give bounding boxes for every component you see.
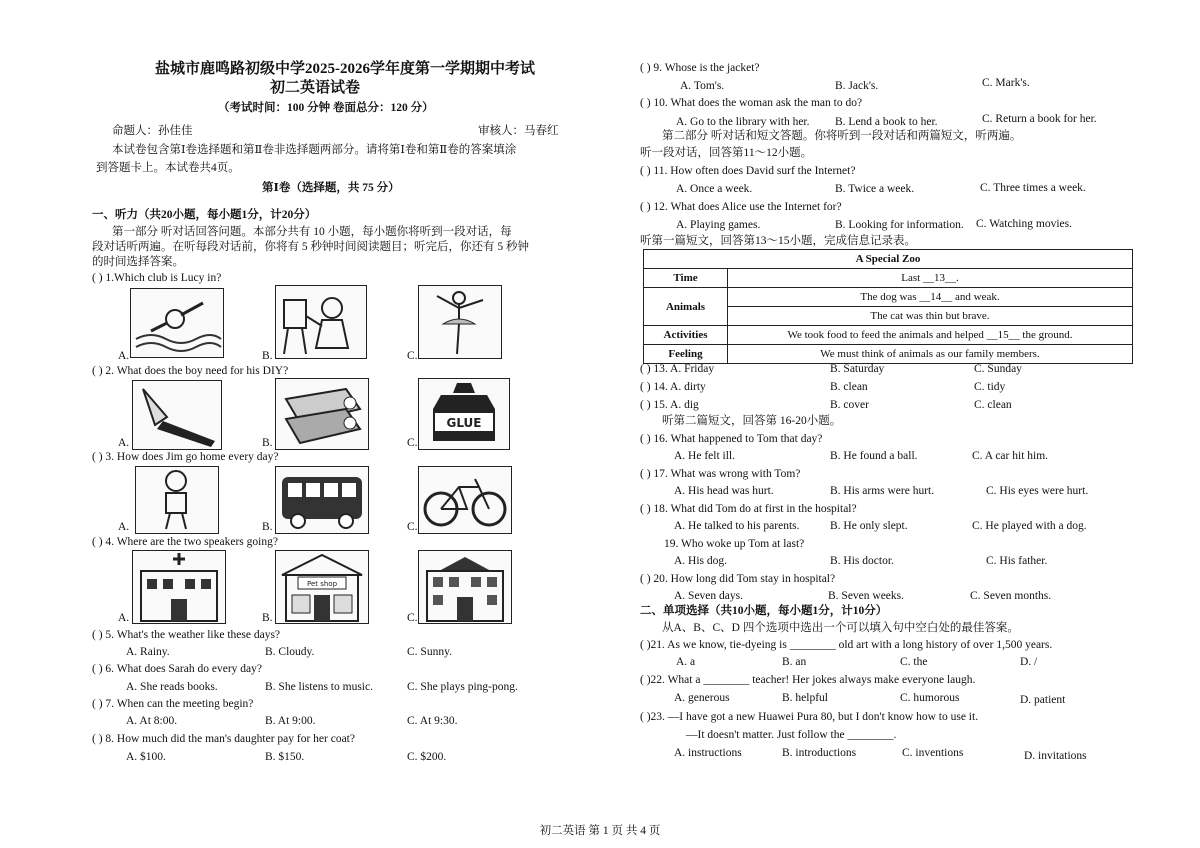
question-5: ( ) 5. What's the weather like these days? <box>92 629 281 641</box>
option-a-label: A. <box>118 437 130 449</box>
option: C. inventions <box>902 747 964 759</box>
option: A. Tom's. <box>680 80 725 92</box>
option-a-label: A. <box>118 521 130 533</box>
animals-value-1: The dog was __14__ and weak. <box>728 288 1133 307</box>
knife-icon <box>132 380 222 450</box>
option: A. His dog. <box>674 555 728 567</box>
question-2: ( ) 2. What does the boy need for his DIY? <box>92 365 289 377</box>
feeling-label: Feeling <box>644 345 728 364</box>
option-a-label: A. <box>118 350 130 362</box>
option: A. Rainy. <box>126 646 170 658</box>
option: A. He talked to his parents. <box>674 520 800 532</box>
pet-shop-icon <box>275 550 369 624</box>
option: B. cover <box>830 399 869 411</box>
tape-icon <box>275 378 369 450</box>
glue-label: GLUE <box>446 416 482 430</box>
option: B. At 9:00. <box>265 715 316 727</box>
time-label: Time <box>644 269 728 288</box>
question-7: ( ) 7. When can the meeting begin? <box>92 698 254 710</box>
question-13: ( ) 13. A. Friday <box>640 363 715 375</box>
option-c-label: C. <box>407 437 418 449</box>
question-23-reply: —It doesn't matter. Just follow the ________. <box>686 729 897 741</box>
option: C. Seven months. <box>970 590 1052 602</box>
option: B. His arms were hurt. <box>830 485 935 497</box>
question-6: ( ) 6. What does Sarah do every day? <box>92 663 262 675</box>
part-two-passage-2: 听第二篇短文，回答第 16-20小题。 <box>662 415 842 427</box>
option: C. Mark's. <box>982 77 1030 89</box>
option: A. Seven days. <box>674 590 743 602</box>
question-14: ( ) 14. A. dirty <box>640 381 706 393</box>
zoo-table-title: A Special Zoo <box>644 250 1133 269</box>
option-b-label: B. <box>262 521 273 533</box>
option: A. a <box>676 656 696 668</box>
author: 命题人：孙佳佳 <box>112 125 193 137</box>
option: A. $100. <box>126 751 166 763</box>
bicycle-icon <box>418 466 512 534</box>
option: B. Jack's. <box>835 80 879 92</box>
activities-label: Activities <box>644 326 728 345</box>
question-21: ( )21. As we know, tie-dyeing is ________ old art with a long history of over 1,500 years. <box>640 639 1053 651</box>
option: B. $150. <box>265 751 305 763</box>
zoo-info-table <box>643 249 1133 364</box>
feeling-value: We must think of animals as our family members. <box>728 345 1133 364</box>
option: D. patient <box>1020 694 1066 706</box>
option-c-label: C. <box>407 521 418 533</box>
option: C. Sunday <box>974 363 1022 375</box>
question-16: ( ) 16. What happened to Tom that day? <box>640 433 823 445</box>
option: C. tidy <box>974 381 1006 393</box>
question-3: ( ) 3. How does Jim go home every day? <box>92 451 279 463</box>
option: B. helpful <box>782 692 828 704</box>
option: C. $200. <box>407 751 447 763</box>
option: B. an <box>782 656 807 668</box>
intro-line-2: 到答题卡上。本试卷共4页。 <box>96 162 240 174</box>
option: C. the <box>900 656 928 668</box>
option: B. Lend a book to her. <box>835 116 938 128</box>
option: A. She reads books. <box>126 681 218 693</box>
question-23: ( )23. —I have got a new Huawei Pura 80, but I don't know how to use it. <box>640 711 979 723</box>
part-two-passage-1: 听第一篇短文，回答第13～15小题，完成信息记录表。 <box>640 235 916 247</box>
option: B. Saturday <box>830 363 885 375</box>
question-4: ( ) 4. Where are the two speakers going? <box>92 536 278 548</box>
question-20: ( ) 20. How long did Tom stay in hospital? <box>640 573 836 585</box>
exam-subtitle: 初二英语试卷 <box>270 80 361 96</box>
option-c-label: C. <box>407 350 418 362</box>
listening-heading: 一、听力（共20小题，每小题1分，计20分） <box>92 209 317 221</box>
animals-label: Animals <box>644 288 728 326</box>
option: B. He found a ball. <box>830 450 918 462</box>
option-b-label: B. <box>262 437 273 449</box>
option: C. A car hit him. <box>972 450 1049 462</box>
intro-line-1: 本试卷包含第Ⅰ卷选择题和第Ⅱ卷非选择题两部分。请将第Ⅰ卷和第Ⅱ卷的答案填涂 <box>112 144 517 156</box>
swimming-boy-icon <box>130 288 224 358</box>
listening-intro-2: 段对话听两遍。在听每段对话前，你将有 5 秒钟时间阅读题目；听完后，你还有 5 秒钟 <box>92 241 529 253</box>
option: A. Go to the library with her. <box>676 116 810 128</box>
option: C. Sunny. <box>407 646 452 658</box>
option: C. clean <box>974 399 1012 411</box>
walking-boy-icon <box>135 466 219 534</box>
option: B. clean <box>830 381 868 393</box>
animals-value-2: The cat was thin but brave. <box>728 307 1133 326</box>
listening-intro-1: 第一部分 听对话回答问题。本部分共有 10 小题，每小题你将听到一段对话，每 <box>112 226 512 238</box>
time-value: Last __13__. <box>728 269 1133 288</box>
option: B. Seven weeks. <box>828 590 905 602</box>
option-a-label: A. <box>118 612 130 624</box>
option: C. He played with a dog. <box>972 520 1087 532</box>
option: B. Twice a week. <box>835 183 915 195</box>
option: C. She plays ping-pong. <box>407 681 518 693</box>
question-15: ( ) 15. A. dig <box>640 399 699 411</box>
option: D. invitations <box>1024 750 1087 762</box>
part-two-heading: 第二部分 听对话和短文答题。你将听到一段对话和两篇短文，听两遍。 <box>662 130 1022 142</box>
hospital-icon <box>132 550 226 624</box>
question-22: ( )22. What a ________ teacher! Her jokes always make everyone laugh. <box>640 674 976 686</box>
option: C. Watching movies. <box>976 218 1072 230</box>
question-17: ( ) 17. What was wrong with Tom? <box>640 468 801 480</box>
option: A. At 8:00. <box>126 715 178 727</box>
option: B. His doctor. <box>830 555 894 567</box>
option: D. / <box>1020 656 1038 668</box>
activities-value: We took food to feed the animals and helped __15__ the ground. <box>728 326 1133 345</box>
option: B. He only slept. <box>830 520 908 532</box>
option: C. His eyes were hurt. <box>986 485 1089 497</box>
ballet-dancer-icon <box>418 285 502 359</box>
painting-girl-icon <box>275 285 367 359</box>
question-10: ( ) 10. What does the woman ask the man to do? <box>640 97 863 109</box>
part-one-heading: 第Ⅰ卷（选择题，共 75 分） <box>262 182 400 194</box>
question-12: ( ) 12. What does Alice use the Internet for? <box>640 201 842 213</box>
option: B. She listens to music. <box>265 681 373 693</box>
option: C. Return a book for her. <box>982 113 1097 125</box>
option: C. humorous <box>900 692 960 704</box>
option: B. Cloudy. <box>265 646 315 658</box>
part-two-dialog: 听一段对话，回答第11～12小题。 <box>640 147 813 159</box>
question-18: ( ) 18. What did Tom do at first in the hospital? <box>640 503 857 515</box>
option: A. He felt ill. <box>674 450 735 462</box>
option: A. instructions <box>674 747 742 759</box>
listening-intro-3: 的时间选择答案。 <box>92 256 184 268</box>
section-two-heading: 二、单项选择（共10小题，每小题1分，计10分） <box>640 605 888 617</box>
question-19: 19. Who woke up Tom at last? <box>664 538 805 550</box>
option-c-label: C. <box>407 612 418 624</box>
option: B. Looking for information. <box>835 219 964 231</box>
option: A. Once a week. <box>676 183 753 195</box>
option: C. His father. <box>986 555 1048 567</box>
option: A. generous <box>674 692 730 704</box>
reviewer: 审核人：马春红 <box>478 125 559 137</box>
question-9: ( ) 9. Whose is the jacket? <box>640 62 760 74</box>
exam-title: 盐城市鹿鸣路初级中学2025-2026学年度第一学期期中考试 <box>155 61 535 77</box>
question-8: ( ) 8. How much did the man's daughter pay for her coat? <box>92 733 355 745</box>
exam-time: （考试时间：100 分钟 卷面总分：120 分） <box>218 102 434 114</box>
school-building-icon <box>418 550 512 624</box>
pet-shop-sign: Pet shop <box>306 580 338 588</box>
glue-icon <box>418 378 510 450</box>
question-11: ( ) 11. How often does David surf the Internet? <box>640 165 856 177</box>
option: A. His head was hurt. <box>674 485 774 497</box>
section-two-intro: 从A、B、C、D 四个选项中选出一个可以填入句中空白处的最佳答案。 <box>662 622 1019 634</box>
page-footer: 初二英语 第 1 页 共 4 页 <box>539 825 661 837</box>
option-b-label: B. <box>262 612 273 624</box>
option: C. Three times a week. <box>980 182 1086 194</box>
question-1: ( ) 1.Which club is Lucy in? <box>92 272 222 284</box>
option: C. At 9:30. <box>407 715 458 727</box>
bus-icon <box>275 466 369 534</box>
option: B. introductions <box>782 747 857 759</box>
option: A. Playing games. <box>676 219 761 231</box>
option-b-label: B. <box>262 350 273 362</box>
